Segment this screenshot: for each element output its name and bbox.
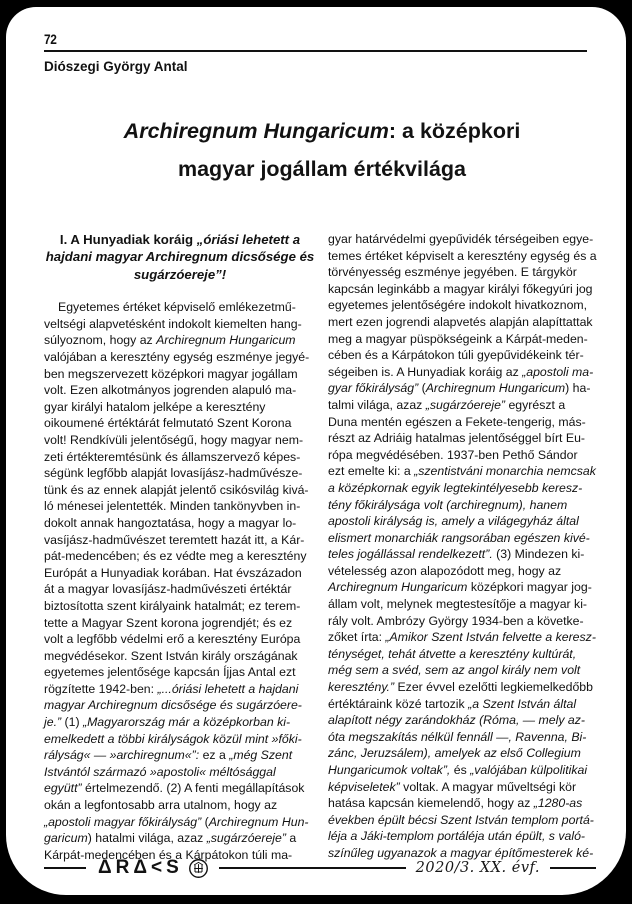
text-line xyxy=(44,248,316,265)
text-run: meg a magyar püspökségeink a Kárpát-meden- xyxy=(328,331,588,346)
footer-rule-right xyxy=(550,867,596,869)
title-line-2: magyar jogállam értékvilága xyxy=(177,156,466,181)
text-run: léja a Jáki-templom portáléja után épült, s való- xyxy=(328,829,585,844)
page-footer xyxy=(44,857,596,879)
text-line xyxy=(328,779,600,796)
text-run: a középkornak egyik legtekintélyesebb keresz- xyxy=(328,480,583,495)
text-line xyxy=(44,498,316,515)
text-run: rály volt. Ambrózy György 1934-ben a követke- xyxy=(328,613,584,628)
text-run: hajdani magyar Archiregnum dicsősége és xyxy=(45,249,315,265)
text-line xyxy=(328,579,600,596)
text-run: gyar királyi hatalom jelképe a keresztény xyxy=(44,399,266,414)
text-run: Kárpát-medencében és a Kárpátokon túli ma- xyxy=(44,847,293,862)
text-line xyxy=(328,364,600,381)
page xyxy=(6,7,626,895)
text-run: törvényesség eszménye jegyében. E tárgykör xyxy=(328,265,577,280)
text-line xyxy=(328,679,600,696)
text-run: egyrészt a xyxy=(505,397,566,412)
text-run: „Amikor Szent István felvette a keresz- xyxy=(385,630,596,645)
text-line xyxy=(44,349,316,366)
text-run: hatása kapcsán kiemelendő, hogy az xyxy=(328,796,534,811)
text-run: alapított négy zarándokház (Róma, — mely az- xyxy=(328,713,585,728)
text-line xyxy=(328,712,600,729)
header-rule xyxy=(44,50,587,52)
author-name: Diószegi György Antal xyxy=(44,59,188,75)
text-line xyxy=(328,231,600,248)
text-run: értéktáraink közé tartozik xyxy=(328,696,469,711)
text-run: színűleg ugyanazok a magyar építőmesterek ké- xyxy=(328,845,594,860)
text-run: magyar Archiregnum dicsősége és sugárzóere- xyxy=(44,698,302,713)
text-run: elismert monarchiák rangsorában egészen kivé- xyxy=(328,530,590,545)
text-run: „valójában külpolitikai xyxy=(470,763,588,777)
text-run: Egyetemes értéket képviselő emlékezetmű- xyxy=(58,300,296,315)
text-line xyxy=(44,565,316,582)
text-run: okán a legfontosabb arra utalnom, hogy az xyxy=(44,798,278,813)
text-line xyxy=(44,231,316,248)
text-line xyxy=(44,399,316,416)
text-run: Archiregnum Hun- xyxy=(208,814,309,829)
text-line xyxy=(44,432,316,449)
text-run: garicum xyxy=(44,831,88,846)
text-run: voltak. A magyar műveltségi kör xyxy=(399,779,577,794)
text-run: zánc, Jeruzsálem), amelyek az első Collegium xyxy=(328,746,581,761)
text-run: oikoumené értéktárát felmutató Szent Korona xyxy=(44,416,292,431)
column-left xyxy=(44,231,316,863)
text-line xyxy=(328,314,600,331)
text-line xyxy=(44,581,316,598)
text-run: ( xyxy=(418,381,426,396)
text-line xyxy=(328,331,600,348)
text-run: értelmezendő. (2) A fenti megállapítások xyxy=(81,781,305,796)
text-run: apostoli királyság is, amely a világegyház által xyxy=(328,514,579,529)
text-line xyxy=(44,664,316,681)
text-line xyxy=(44,598,316,615)
text-run: emelkedett a többi királyságok közül mint »főki- xyxy=(44,731,302,746)
text-run: vasíjász-hadművészet teremtett hazát itt, a Kár- xyxy=(44,532,305,547)
text-run: I. A Hunyadiak koráig xyxy=(59,232,197,247)
aracs-logo: ΔRΔ<S xyxy=(98,857,183,878)
text-run: vételesség azon alapozódott meg, hogy az xyxy=(328,563,562,578)
text-run: Istvántól származó »apostoli« méltósággal xyxy=(44,764,276,779)
text-line xyxy=(328,646,600,663)
text-line xyxy=(44,382,316,399)
text-run: keresztény.” xyxy=(328,680,395,695)
section-heading xyxy=(44,231,316,283)
text-line xyxy=(328,546,600,563)
column-right xyxy=(328,231,600,863)
text-run: megvédésekor. Szent István király országának xyxy=(44,648,298,663)
text-run: a xyxy=(285,831,297,846)
text-run: részt az Adriáig hatalmas jelentőséggel bírt Eu- xyxy=(328,431,586,446)
text-run: zőket írta: xyxy=(328,630,386,645)
page-number: 72 xyxy=(44,31,57,47)
text-line xyxy=(328,497,600,514)
text-line xyxy=(328,762,600,779)
text-run: rályság« — »archiregnum«”: xyxy=(44,748,200,763)
text-line xyxy=(44,681,316,698)
text-run: talmi világa, azaz xyxy=(328,397,426,412)
text-line xyxy=(44,697,316,714)
text-line xyxy=(328,397,600,414)
text-line xyxy=(44,714,316,731)
text-line xyxy=(328,745,600,762)
two-column-body xyxy=(44,231,600,863)
page-header xyxy=(44,31,600,74)
text-run: ténységet, tehát átvette a keresztény kultúrát, xyxy=(328,646,577,661)
text-line xyxy=(328,480,600,497)
article-title xyxy=(44,113,600,188)
text-run: tünk és az ennek alapját jelentő csikósvilág kivá- xyxy=(44,482,309,497)
text-run: óta megszakítás nélkül fennáll —, Ravenna, Bi- xyxy=(328,729,587,744)
text-line xyxy=(328,530,600,547)
text-line xyxy=(328,380,600,397)
text-run: egyetemes jelentősége kapcsán Íjjas Antal ezt xyxy=(44,665,296,680)
text-run: együtt” xyxy=(44,781,82,796)
text-line xyxy=(44,830,316,847)
text-line xyxy=(328,828,600,845)
text-run: Európát a Hunyadiak korában. Hat évszázadon xyxy=(44,565,302,580)
text-run: tette a Magyar Szent korona jogrendjét; és ez xyxy=(44,615,293,630)
text-run: „még Szent xyxy=(229,748,293,763)
text-run: „...óriási lehetett a hajdani xyxy=(157,681,299,696)
text-run: volt a legfőbb védelmi erő a keresztény Európa xyxy=(44,632,301,647)
text-run: (3) Mindezen ki- xyxy=(492,547,585,562)
text-run: években épült bécsi Szent István templom portá- xyxy=(328,812,594,827)
text-line xyxy=(328,513,600,530)
text-run: ) hatalmi világa, azaz xyxy=(87,831,207,846)
text-run: volt. Ezen alkotmányos jogrenden alapuló ma- xyxy=(44,383,297,398)
text-line xyxy=(328,812,600,829)
text-run: gyar határvédelmi gyepűvidék térségeiben egye- xyxy=(328,232,594,246)
text-run: középkori magyar jog- xyxy=(467,580,592,595)
text-run: gyar főkirályság” xyxy=(328,381,419,396)
text-line xyxy=(328,729,600,746)
text-run: zeti értékteremtésünk és államszervező képes- xyxy=(44,449,301,464)
text-line xyxy=(44,515,316,532)
text-line xyxy=(44,266,316,283)
text-run: teles jogállással rendelkezett”. xyxy=(328,547,493,562)
text-line xyxy=(328,613,600,630)
issue-label: 2020/3. XX. évf. xyxy=(415,860,540,876)
footer-rule-left xyxy=(44,867,86,869)
text-run: rögzítette 1942-ben: xyxy=(44,681,158,696)
text-line xyxy=(44,631,316,648)
text-run: ( xyxy=(201,814,209,829)
text-line xyxy=(328,347,600,364)
text-line xyxy=(328,447,600,464)
text-run: Duna mentén egészen a Fekete-tengerig, más- xyxy=(328,414,586,429)
text-line xyxy=(328,795,600,812)
text-line xyxy=(44,814,316,831)
text-run: ló ménesei jelentették. Minden tankönyvben in- xyxy=(44,499,301,514)
text-line xyxy=(44,532,316,549)
text-run: „óriási lehetett a xyxy=(196,232,301,247)
text-run: „szentistváni monarchia nemcsak xyxy=(414,464,596,479)
aracs-emblem-icon xyxy=(188,858,209,879)
text-line xyxy=(44,648,316,665)
text-line xyxy=(328,563,600,580)
title-italic-part: Archiregnum Hungaricum xyxy=(123,119,389,143)
text-run: ségünk legfőbb alapját lovasíjász-hadművésze- xyxy=(44,466,303,481)
text-run: ) ha- xyxy=(565,381,591,396)
text-run: egyetemes jelentőségére indokolt hivatkoznom, xyxy=(328,298,588,313)
text-line xyxy=(328,248,600,265)
text-run: valójában a keresztény egység eszménye jegyé- xyxy=(44,350,310,364)
footer-rule-middle xyxy=(219,867,406,869)
text-line xyxy=(44,548,316,565)
text-run: át a magyar lovasíjász-hadművészeti értéktár xyxy=(44,582,292,597)
text-run: Archiregnum Hungaricum xyxy=(425,381,566,396)
text-line xyxy=(328,596,600,613)
text-run: „Magyarország már a középkorban ki- xyxy=(82,715,291,730)
text-run: ben megszervezett középkori magyar jogállam xyxy=(44,366,298,381)
text-run: „apostoli ma- xyxy=(522,364,594,379)
text-line xyxy=(328,281,600,298)
text-run: (1) xyxy=(61,715,83,730)
text-line xyxy=(328,463,600,480)
text-line xyxy=(44,316,316,333)
text-run: je.” xyxy=(44,715,62,730)
text-run: rópa megvédésében. 1937-ben Pethő Sándor xyxy=(328,447,578,462)
text-line xyxy=(328,662,600,679)
text-run: temes értéket képviselt a keresztény egység és a xyxy=(328,248,597,263)
text-line xyxy=(44,780,316,797)
text-line xyxy=(328,414,600,431)
text-run: dokolt annak hangoztatása, hogy a magyar lo- xyxy=(44,515,297,530)
text-run: tény főkirálysága volt (archiregnum), hanem xyxy=(328,497,568,512)
text-line xyxy=(44,465,316,482)
text-run: Archiregnum Hungaricum xyxy=(328,580,468,595)
text-run: mert ezen jogrendi alapvetés alapján alapíttattak xyxy=(328,314,593,329)
text-run: sugárzóereje”! xyxy=(133,266,227,282)
text-line xyxy=(44,449,316,466)
text-line xyxy=(44,299,316,316)
text-run: állam volt, melynek megtestesítője a magyar ki- xyxy=(328,597,588,612)
text-run: Archiregnum Hungaricum xyxy=(156,333,296,348)
text-run: biztosította szent királyaink hatalmát; ez terem- xyxy=(44,598,301,613)
text-run: képviseletek” xyxy=(328,779,400,794)
text-run: ezt emelte ki: a xyxy=(328,464,415,479)
text-run: „a Szent István által xyxy=(468,696,577,711)
text-run: pát-medencében; és ez védte meg a keresztény xyxy=(44,549,307,564)
text-run: veltségi alapvetésként indokolt kiemelten hang- xyxy=(44,316,302,331)
text-run: „apostoli magyar főkirályság” xyxy=(44,814,202,829)
text-line xyxy=(328,264,600,281)
text-line xyxy=(44,747,316,764)
text-run: Hungaricumok voltak”, xyxy=(328,763,451,777)
text-line xyxy=(44,797,316,814)
text-line xyxy=(44,731,316,748)
text-line xyxy=(44,332,316,349)
text-line xyxy=(328,696,600,713)
text-run: Ezer évvel ezelőtti legkiemelkedőbb xyxy=(394,680,593,695)
text-run: volt! Rendkívüli jelentőségű, hogy magyar nem- xyxy=(44,432,304,447)
text-line xyxy=(44,482,316,499)
text-line xyxy=(328,297,600,314)
text-line xyxy=(328,430,600,447)
text-line xyxy=(44,366,316,383)
text-line xyxy=(44,764,316,781)
text-run: ségeiben is. A Hunyadiak koráig az xyxy=(328,364,523,379)
text-run: „sugárzóereje” xyxy=(425,397,506,412)
text-run: kapcsán leginkább a magyar királyi főkegyúri jog xyxy=(328,281,593,296)
text-run: ez a xyxy=(199,748,230,763)
text-run: „1280-as xyxy=(533,796,583,811)
text-run: cében és a Kárpátokon túli gyepűvidékeink tér- xyxy=(328,348,584,363)
text-line xyxy=(328,629,600,646)
text-run: és xyxy=(450,763,471,777)
text-run: súlyoznom, hogy az xyxy=(44,333,157,348)
title-rest-part: : a középkori xyxy=(388,119,521,143)
text-line xyxy=(44,615,316,632)
text-run: „sugárzóereje” xyxy=(206,831,286,846)
text-run: még sem a svéd, sem az angol király nem volt xyxy=(328,663,581,678)
text-line xyxy=(44,415,316,432)
